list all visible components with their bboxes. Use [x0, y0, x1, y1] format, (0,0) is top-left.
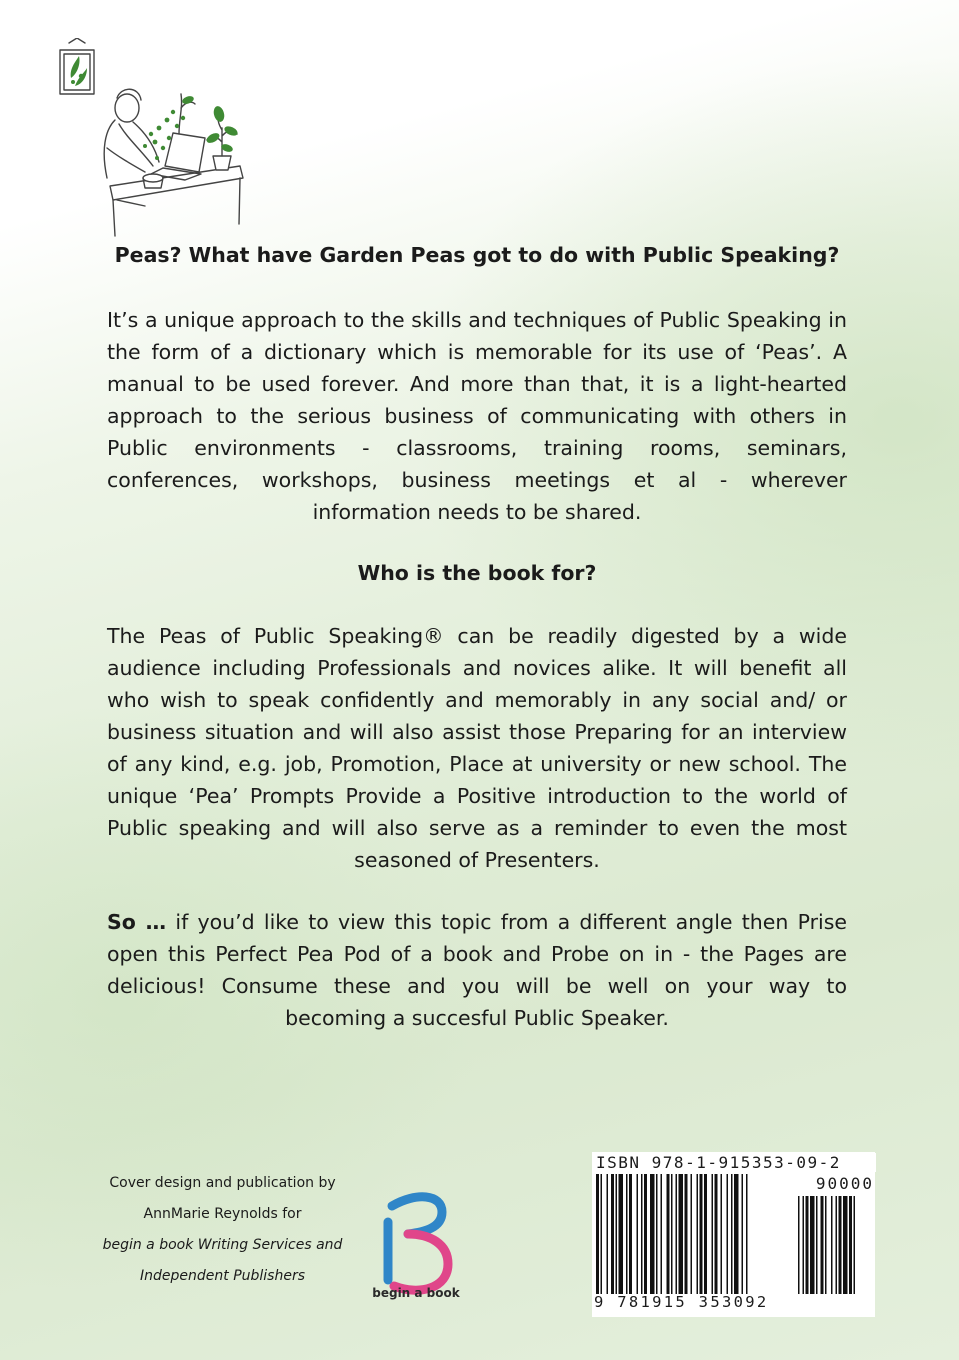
barcode-bar — [685, 1174, 688, 1294]
barcode-bar — [656, 1174, 658, 1294]
barcode-bar — [616, 1174, 618, 1294]
barcode-bar — [731, 1174, 733, 1294]
barcode-bar — [671, 1174, 673, 1294]
isbn-number: ISBN 978-1-915353-09-2 — [596, 1153, 876, 1172]
credit-line-3: begin a book Writing Services and — [102, 1237, 343, 1253]
addon-bar — [825, 1196, 827, 1294]
barcode-bar — [607, 1174, 609, 1294]
credit-line-2: AnnMarie Reynolds for — [143, 1206, 302, 1222]
addon-bar — [836, 1196, 838, 1294]
barcode-bar — [734, 1174, 739, 1294]
addon-bar — [821, 1196, 824, 1294]
barcode-bar — [697, 1174, 699, 1294]
heading-garden-peas: Peas? What have Garden Peas got to do with Public Speaking? — [114, 243, 840, 267]
barcode-bar — [721, 1174, 723, 1294]
barcode-bar — [637, 1174, 639, 1294]
barcode-bar — [644, 1174, 647, 1294]
barcode-bar — [650, 1174, 655, 1294]
barcode-bar — [715, 1174, 718, 1294]
price-code: 90000 — [815, 1174, 874, 1193]
addon-bar — [849, 1196, 852, 1294]
closing-lead: So … — [107, 910, 167, 934]
addon-bar — [831, 1196, 833, 1294]
credit-line-4: Independent Publishers — [140, 1268, 305, 1284]
closing-paragraph — [107, 906, 847, 1034]
barcode-bar — [742, 1174, 744, 1294]
audience-paragraph: The Peas of Public Speaking® can be readily digested by a wide audience including Professionals and novices alike. It will benefit all who wish to speak confidently and memorably in any social and/ or business situation and will also assist those Preparing for an interview of any kind, e.g. job, Promotion, Place at university or new school. The unique ‘Pea’ Prompts Provide a Positive introduction to the world of Public speaking and will also serve as a reminder to even the most seasoned of Presenters. — [107, 624, 847, 872]
barcode-bar — [661, 1174, 663, 1294]
cover-credits — [90, 1168, 355, 1292]
addon-bar — [803, 1196, 805, 1294]
addon-bar — [843, 1196, 848, 1294]
barcode-bar — [619, 1174, 624, 1294]
barcode-bar — [679, 1174, 684, 1294]
heading-who-is-book-for: Who is the book for? — [357, 561, 597, 585]
addon-bar — [810, 1196, 815, 1294]
barcode-bar — [704, 1174, 707, 1294]
intro-paragraph: It’s a unique approach to the skills and techniques of Public Speaking in the form of a dictionary which is memorable for its use of ‘Peas’. A manual to be used forever. And more than that, it is a light-hearted approach to the serious business of communicating with others in Public environments - classrooms, training rooms, seminars, conferences, workshops, business meetings et al - wherever information needs to be shared. — [107, 308, 847, 524]
barcode-bar — [601, 1174, 603, 1294]
barcode-bar — [676, 1174, 678, 1294]
barcode-bar — [596, 1174, 599, 1294]
man-at-laptop-illustration-icon — [55, 38, 250, 238]
barcode-bar — [629, 1174, 632, 1294]
barcode-bar — [727, 1174, 729, 1294]
barcode-bar — [700, 1174, 703, 1294]
credit-line-1: Cover design and publication by — [109, 1175, 336, 1191]
publisher-logo-label: begin a book — [372, 1286, 460, 1300]
barcode-bar — [611, 1174, 614, 1294]
addon-bar — [839, 1196, 842, 1294]
barcode-bar — [641, 1174, 643, 1294]
closing-text: if you’d like to view this topic from a different angle then Prise open this Perfect Pea Pod of a book and Probe on in - the Pages are delicious! Consume these and you will be well on your way to becoming a succesful Public Speaker. — [107, 910, 847, 1030]
barcode-bar — [667, 1174, 670, 1294]
barcode-bar — [746, 1174, 748, 1294]
addon-bar — [854, 1196, 856, 1294]
addon-bar — [806, 1196, 809, 1294]
barcode-bar — [691, 1174, 693, 1294]
barcode-bar — [712, 1174, 714, 1294]
addon-bar — [798, 1196, 800, 1294]
addon-bar — [816, 1196, 818, 1294]
ean-digits: 9 781915 353092 — [594, 1293, 769, 1311]
barcode-bar — [626, 1174, 628, 1294]
